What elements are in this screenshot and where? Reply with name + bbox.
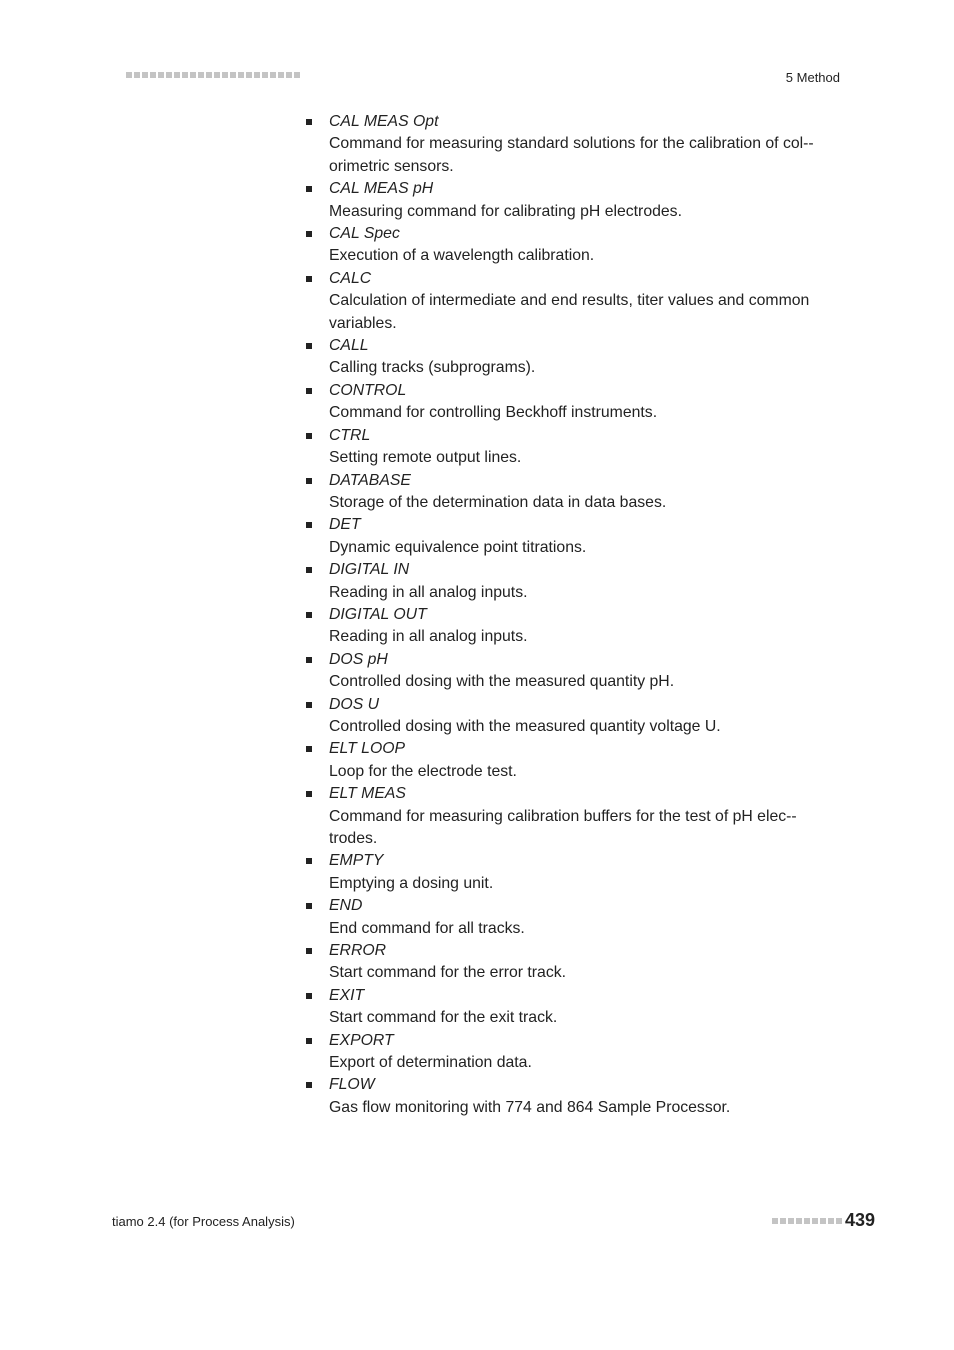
list-item [306,783,836,850]
command-description: Storage of the determination data in data bases. [329,493,667,511]
bullet-icon [306,791,312,797]
command-description: Export of determination data. [329,1054,532,1072]
bullet-icon [306,231,312,237]
command-name: EMPTY [329,852,384,870]
bullet-icon [306,433,312,439]
bullet-icon [306,903,312,909]
command-name: DOS pH [329,650,388,668]
command-name: ERROR [329,942,387,960]
command-name: CAL Spec [329,225,400,243]
command-name: CALC [329,269,372,287]
command-description: Controlled dosing with the measured quantity voltage U. [329,717,721,735]
command-description: Reading in all analog inputs. [329,583,528,601]
list-item [306,335,836,380]
bullet-icon [306,1082,312,1088]
command-description: Command for measuring standard solutions for the calibration of col-orimetric sensors. [329,135,814,175]
command-name: CONTROL [329,381,407,399]
list-item [306,694,836,739]
list-item [306,268,836,335]
list-item [306,559,836,604]
list-item [306,850,836,895]
command-name: CTRL [329,426,371,444]
bullet-icon [306,612,312,618]
list-item [306,470,836,515]
bullet-icon [306,186,312,192]
list-item [306,223,836,268]
command-description: Command for measuring calibration buffers for the test of pH elec-trodes. [329,807,797,847]
command-name: EXPORT [329,1031,394,1049]
bullet-icon [306,1038,312,1044]
command-description: Reading in all analog inputs. [329,628,528,646]
command-description: Command for controlling Beckhoff instruments. [329,404,658,422]
list-item [306,178,836,223]
command-list [306,111,836,1119]
product-name: tiamo 2.4 (for Process Analysis) [112,1214,295,1229]
command-description: Execution of a wavelength calibration. [329,247,595,265]
list-item [306,1030,836,1075]
command-name: EXIT [329,986,365,1004]
command-name: DOS U [329,695,380,713]
section-title: 5 Method [785,70,840,85]
command-description: Gas flow monitoring with 774 and 864 Sample Processor. [329,1098,731,1116]
command-description: Setting remote output lines. [329,449,522,467]
list-item [306,985,836,1030]
command-description: Controlled dosing with the measured quantity pH. [329,673,675,691]
list-item [306,895,836,940]
command-description: Start command for the exit track. [329,1009,558,1027]
command-name: DIGITAL IN [329,561,410,579]
list-item [306,649,836,694]
command-name: DATABASE [329,471,411,489]
command-description: Loop for the electrode test. [329,762,517,780]
bullet-icon [306,478,312,484]
command-description: Start command for the error track. [329,964,567,982]
list-item [306,514,836,559]
bullet-icon [306,276,312,282]
command-description: Calling tracks (subprograms). [329,359,536,377]
list-item [306,1074,836,1119]
list-item [306,604,836,649]
bullet-icon [306,388,312,394]
footer-decoration [772,1218,842,1224]
command-name: DIGITAL OUT [329,605,427,623]
list-item [306,940,836,985]
bullet-icon [306,702,312,708]
command-description: End command for all tracks. [329,919,525,937]
bullet-icon [306,119,312,125]
command-name: CAL MEAS pH [329,180,434,198]
bullet-icon [306,858,312,864]
header-decoration [126,72,300,80]
page-number: 439 [845,1210,876,1230]
list-item [306,380,836,425]
command-description: Emptying a dosing unit. [329,874,494,892]
bullet-icon [306,948,312,954]
bullet-icon [306,746,312,752]
command-name: END [329,897,363,915]
bullet-icon [306,567,312,573]
bullet-icon [306,522,312,528]
bullet-icon [306,993,312,999]
command-name: CALL [329,337,369,355]
command-description: Measuring command for calibrating pH electrodes. [329,202,682,220]
command-name: ELT LOOP [329,740,406,758]
list-item [306,738,836,783]
command-name: FLOW [329,1076,375,1094]
command-name: DET [329,516,361,534]
command-description: Dynamic equivalence point titrations. [329,538,587,556]
bullet-icon [306,343,312,349]
command-name: ELT MEAS [329,785,406,803]
bullet-icon [306,657,312,663]
command-description: Calculation of intermediate and end results, titer values and common variables. [329,292,810,332]
list-item [306,425,836,470]
list-item [306,111,836,178]
command-name: CAL MEAS Opt [329,113,439,130]
